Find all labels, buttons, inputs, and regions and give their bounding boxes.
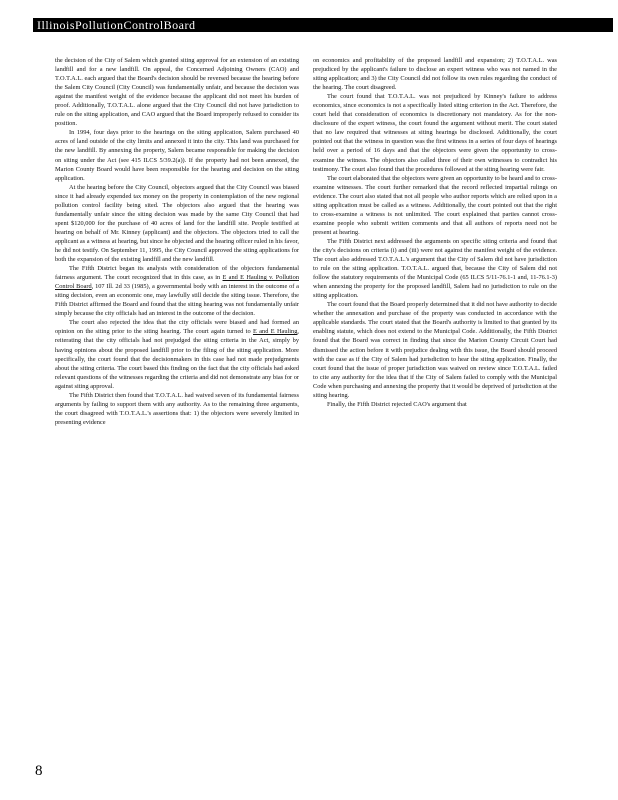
paragraph-text: In 1994, four days prior to the hearings on the siting application, Salem purchased 40 acres of land outside of the city limits and annexed it into the city. This land was purchased for the new landfill. By annexing the property, Salem became responsible for making the decision on siting under the Act (see 415 ILCS 5/39.2(a)). If the property had not been annexed, the Marion County Board would have been responsible for the hearing and decision on the siting application.	[55, 129, 299, 182]
paragraph	[55, 56, 299, 128]
paragraph-text: The court found that T.O.T.A.L. was not prejudiced by Kinney's failure to address economics, since economics is not a specifically listed siting criterion in the Act. Therefore, the court held that consideration of economics is discretionary not mandatory. As for the non-disclosure of the expert witness, the court found the argument without merit. The court stated that no law required that witnesses at siting hearings be disclosed. Additionally, the court pointed out that the witness in question was the first witness in a series of four days of hearings held over a period of 16 days and that the objectors were given the opportunity to cross-examine the witness. The objectors also called three of their own witnesses to contradict his testimony. The court also found that the procedures followed at the siting hearing were fair.	[313, 93, 557, 173]
paragraph	[313, 56, 557, 92]
paragraph-text: The Fifth District then found that T.O.T.A.L. had waived seven of its fundamental fairness arguments by failing to support them with any authority. As to the remaining three arguments, the court disagreed with T.O.T.A.L.'s assertions that: 1) the objectors were severely limited in presenting evidence	[55, 391, 299, 426]
paragraph	[55, 128, 299, 182]
paragraph-text: The court found that the Board properly determined that it did not have authority to decide whether the annexation and purchase of the property was conducted in accordance with the applicable standards. The court stated that the Board's authority is limited to that granted by its enabling statute, which does not extend to the Municipal Code. Additionally, the Fifth District found that the Board was correct in finding that since the Marion County Circuit Court had dismissed the action before it with prejudice dealing with this issue, the Board should proceed with the case as if the City of Salem had jurisdiction to hear the siting application. Finally, the court found that the issue of proper jurisdiction was waived on review since T.O.T.A.L. failed to cite any authority for the idea that if the City of Salem failed to comply with the Municipal Code when purchasing and annexing the property that it would be deprived of jurisdiction at the siting hearing.	[313, 301, 557, 399]
paragraph-text: At the hearing before the City Council, objectors argued that the City Council was biased since it had already expended tax money on the property in contemplation of the new regional pollution control facility being sited. The objectors also argued that the hearing was fundamentally unfair since the siting decision was made by the same City Council that had spent $120,000 for the purchase of 40 acres of land for the landfill site. People testified at hearing on behalf of Mr. Kinney (applicant) and the objectors. The objectors tried to call the applicant as a witness at hearing, but since he objected and the hearing officer ruled in his favor, he did not testify. On September 11, 1995, the City Council approved the siting applications for both the expansion of the existing landfill and the new landfill.	[55, 183, 299, 264]
paragraph-text: the decision of the City of Salem which granted siting approval for an extension of an existing landfill and for a new landfill. On appeal, the Concerned Adjoining Owners (CAO) and T.O.T.A.L. each argued that the Board's decision should be reversed because the hearing before the Salem City Council (City Council) was fundamentally unfair, and because the decision was against the manifest weight of the evidence because the applicant did not meet his burden of proof. Additionally, T.O.T.A.L. alone argued that the City Council did not have jurisdiction to rule on the siting application, and CAO argued that the Board improperly refused to consider its position.	[55, 57, 299, 128]
paragraph-text: The court also rejected the idea that the city officials were biased and had formed an opinion on the siting prior to the siting hearing. The court again turned to	[55, 319, 299, 336]
case-citation: E and E Hauling v. Pollution Control Board	[55, 274, 299, 291]
paragraph	[313, 400, 557, 409]
paragraph	[55, 391, 299, 427]
paragraph	[313, 92, 557, 173]
paragraph-text: The court elaborated that the objectors were given an opportunity to be heard and to cross-examine witnesses. The court further remarked that the record reflected impartial rulings on evidence. The court also stated that not all people who author reports which are relied upon in a siting application must be called as a witness. Additionally, the court pointed out that the right to cross-examine a witness is not unlimited. The court explained that parties cannot cross-examine people who submit written comments and that all authors of reports need not be present at hearing.	[313, 174, 557, 236]
paragraph-text: on economics and profitability of the proposed landfill and expansion; 2) T.O.T.A.L. was prejudiced by the applicant's failure to disclose an expert witness who was not named in the siting application; and 3) the City Council did not follow its own rules regarding the conduct of the hearing. The court disagreed.	[313, 57, 557, 92]
paragraph-text: The Fifth District began its analysis with consideration of the objectors fundamental fairness argument. The court recognized that in this case, as in	[55, 265, 299, 282]
right-column	[313, 56, 557, 778]
paragraph-text: Finally, the Fifth District rejected CAO's argument that	[327, 400, 467, 408]
paragraph	[55, 318, 299, 390]
paragraph-text: The Fifth District next addressed the arguments on specific siting criteria and found that the city's decisions on criteria (i) and (iii) were not against the manifest weight of the evidence. The court also addressed T.O.T.A.L.'s argument that the City of Salem did not have jurisdiction to rule on the siting application. T.O.T.A.L. argued that, because the City of Salem did not follow the statutory requirements of the Municipal Code (65 ILCS 5/11-76.1-1 and, 11-76.1-3) when annexing the property for the proposed landfill, Salem had no jurisdiction to rule on the siting application.	[313, 237, 557, 300]
page-number: 8	[35, 763, 43, 779]
publication-title: IllinoisPollutionControlBoard	[37, 18, 196, 32]
case-citation: E and E Hauling	[252, 328, 298, 336]
paragraph-text-continued: , 107 Ill. 2d 33 (1985), a governmental body with an interest in the outcome of a siting decision, even an economic one, may lawfully still decide the siting issue. Therefore, the Fifth District affirmed the Board and found that the siting hearing was not fundamentally unfair simply because the city officials had an interest in the outcome of the decision.	[55, 283, 299, 318]
paragraph-text-continued: , reiterating that the city officials had not prejudged the siting criteria in the Act, simply by having opinions about the proposed landfill prior to the filing of the siting application. More specifically, the court found that the decisionmakers in this case had not made prejudgments about the siting criteria. The court based this finding on the fact that the city officials had asked relevant questions of the witnesses regarding the criteria and did not demonstrate any bias for or against siting approval.	[55, 328, 299, 390]
publication-header	[33, 18, 613, 32]
left-column	[55, 56, 299, 778]
paragraph	[55, 183, 299, 264]
paragraph	[313, 174, 557, 237]
paragraph	[55, 264, 299, 318]
paragraph	[313, 237, 557, 300]
paragraph	[313, 300, 557, 400]
